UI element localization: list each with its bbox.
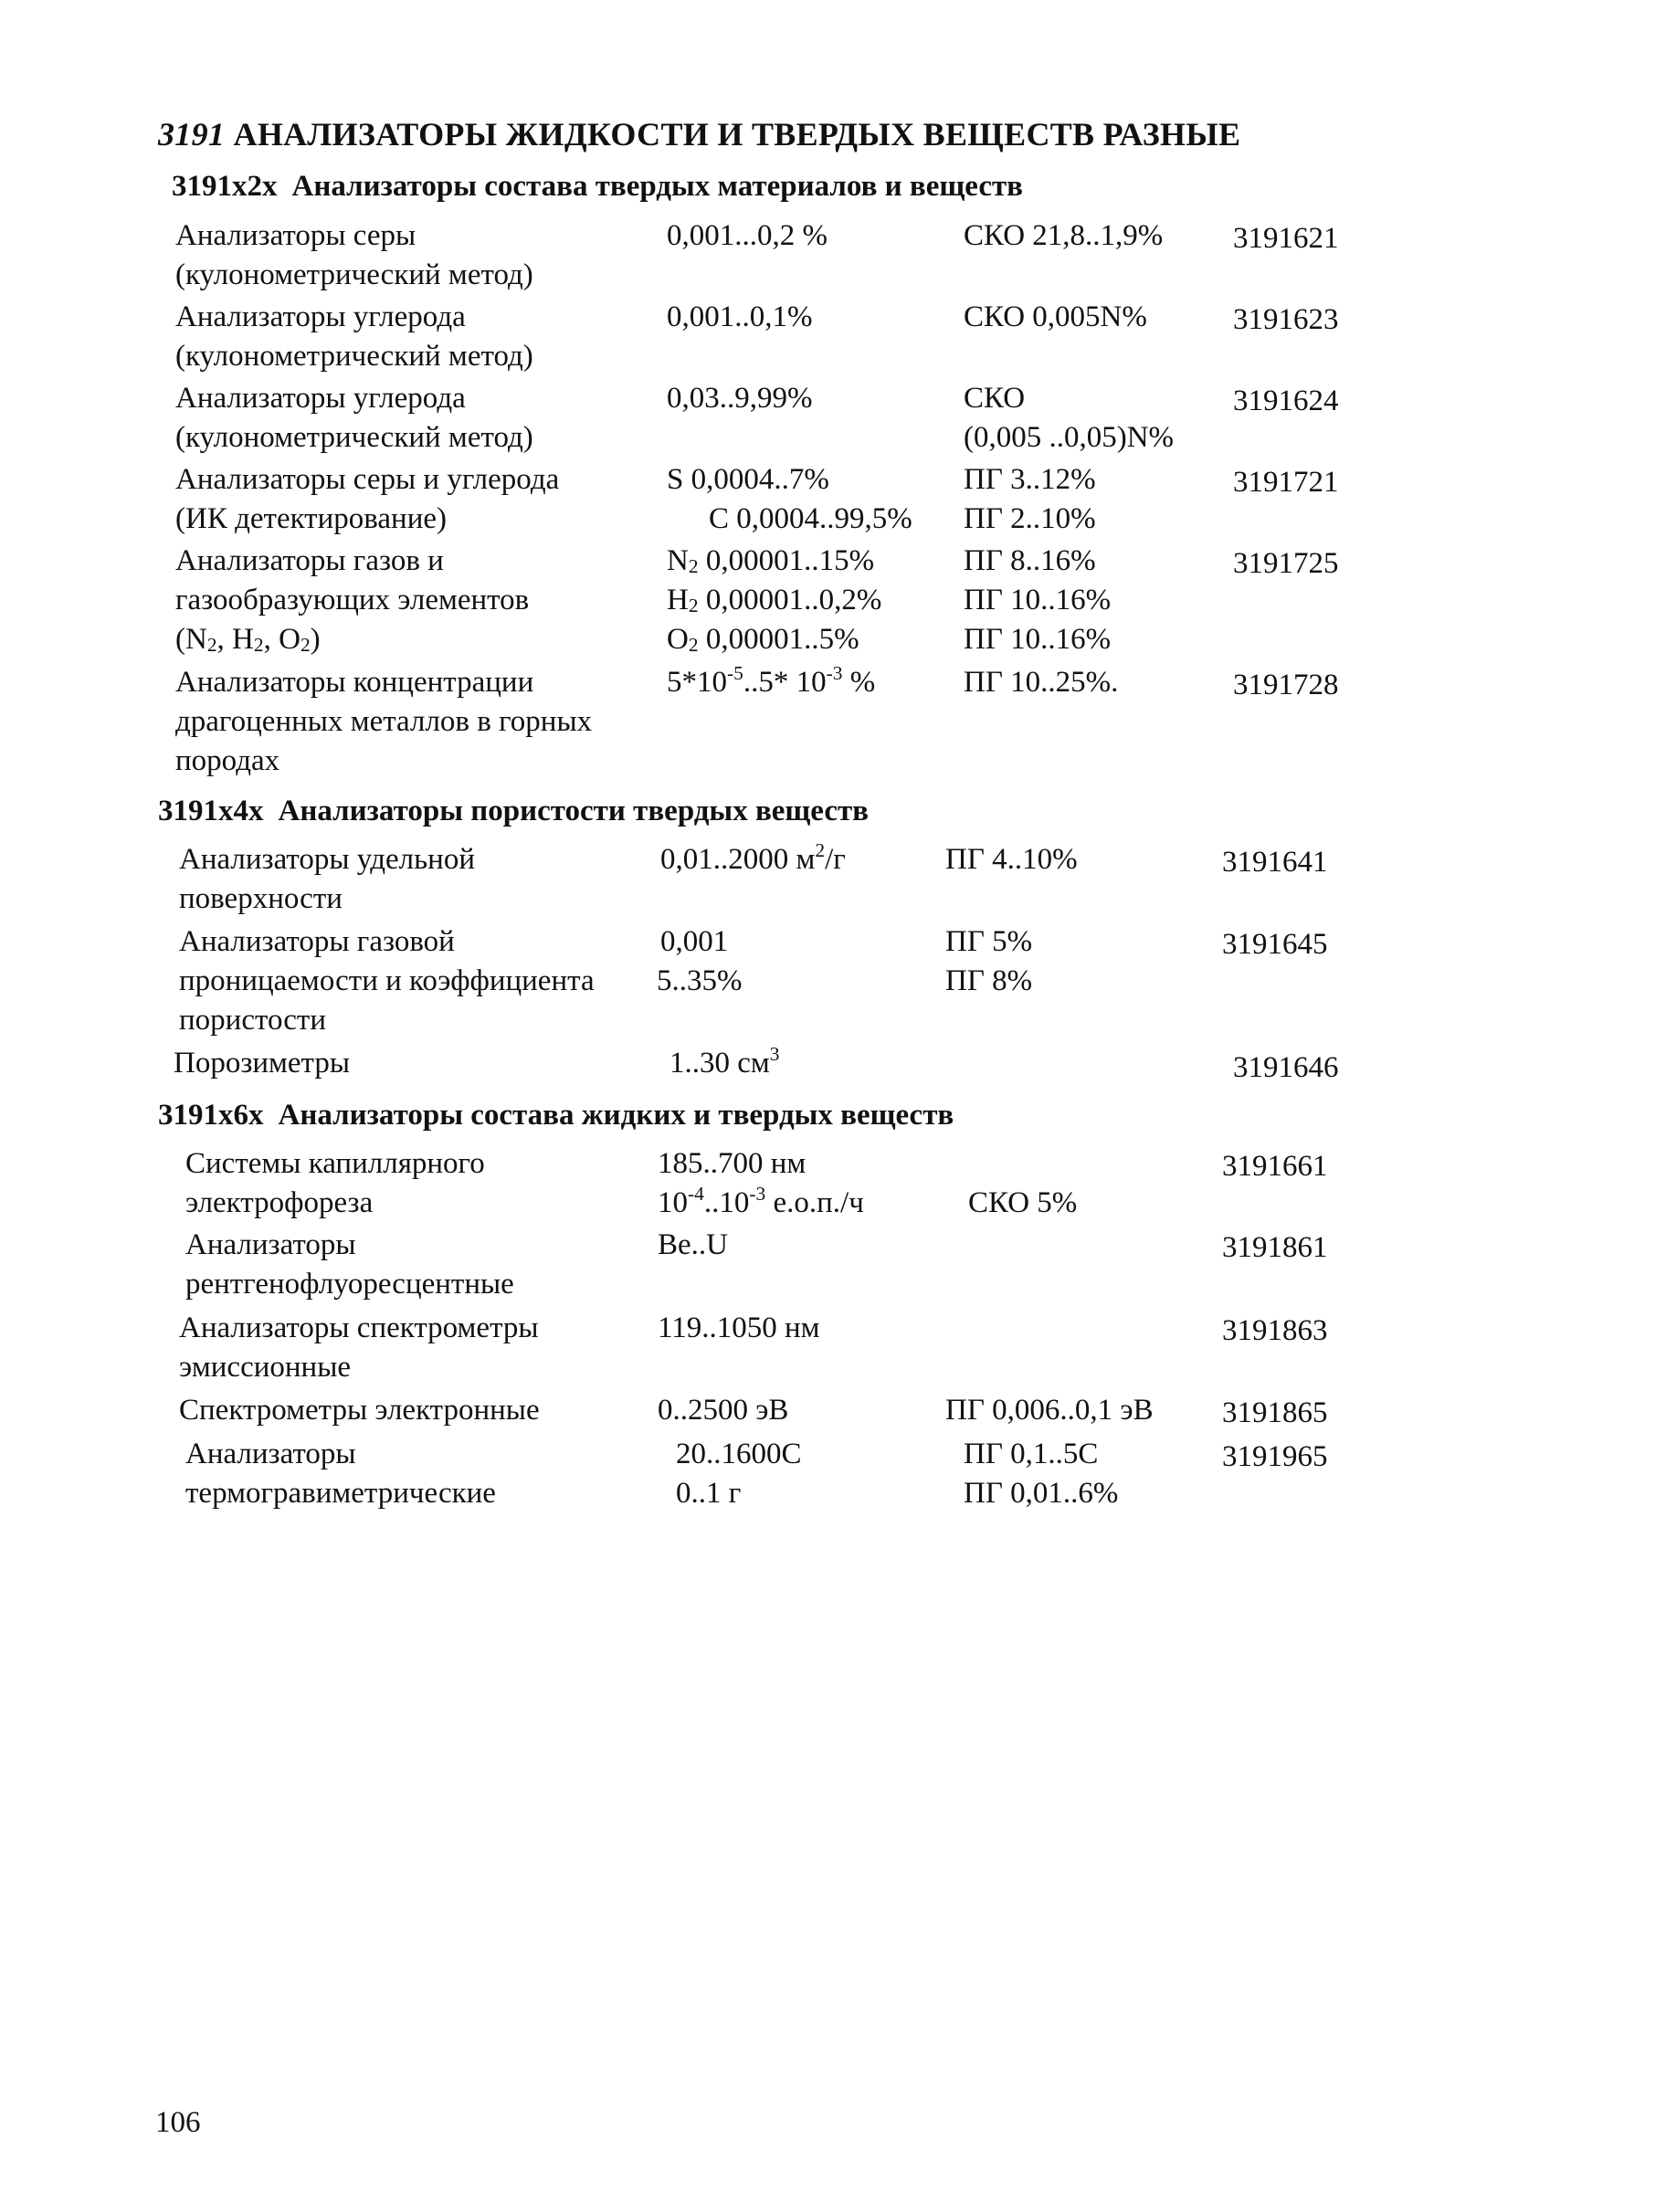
page-number: 106 [155,2106,201,2139]
section-title: Анализаторы состава твердых материалов и веществ [291,170,1023,203]
row-range: 0..2500 эВ [658,1394,789,1427]
row-code: 3191646 [1233,1051,1339,1084]
page-title [158,115,1240,153]
row-name: Анализаторы серы (кулонометрический метод) [175,219,533,291]
row-name: Анализаторы удельной поверхности [179,843,475,915]
row-name: Анализаторы углерода (кулонометрический метод) [175,300,533,373]
row-code: 3191624 [1233,384,1339,417]
row-code: 3191721 [1233,466,1339,499]
row-accuracy: ПГ 3..12% ПГ 2..10% [964,463,1096,535]
row-accuracy: ПГ 5% ПГ 8% [945,925,1033,997]
section-code: 3191x2x [172,170,278,203]
row-accuracy: СКО 0,005N% [964,300,1147,333]
row-range: 1..30 $см^3$ [669,1043,780,1080]
row-range: $5*10^{-5}..5*$ $10^{-3}$ % [667,662,876,699]
title-number: 3191 [158,116,226,153]
row-range: 185..700 нм $10^{-4}..10^{-3}$ е.о.п./ч [658,1147,864,1219]
section-heading [158,1099,954,1132]
row-name: Анализаторы газовой проницаемости и коэффициента пористости [179,925,595,1037]
row-code: 3191623 [1233,303,1339,336]
section-heading [172,170,1023,204]
title-text: АНАЛИЗАТОРЫ ЖИДКОСТИ И ТВЕРДЫХ ВЕЩЕСТВ РАЗНЫЕ [233,116,1241,153]
row-range: $N_2$ 0,00001..15% $H_2$ 0,00001..0,2% $O_2$ 0,00001..5% [667,544,882,657]
row-range: Be..U [658,1228,728,1261]
row-code: 3191863 [1222,1314,1328,1347]
section-heading [158,795,869,828]
row-accuracy: СКО (0,005 ..0,05)N% [964,382,1175,454]
row-accuracy: ПГ 8..16% ПГ 10..16% ПГ 10..16% [964,544,1112,656]
row-code: 3191661 [1222,1150,1328,1183]
row-code: 3191728 [1233,669,1339,701]
row-range: 20..1600С 0..1 г [676,1438,802,1510]
row-name: Анализаторы термогравиметрические [185,1438,496,1510]
row-name: Анализаторы рентгенофлуоресцентные [185,1228,514,1301]
row-range: 119..1050 нм [658,1311,820,1344]
row-range: 0,001 5..35% [657,925,743,997]
row-accuracy: СКО 5% [968,1186,1078,1219]
row-name: Анализаторы концентрации драгоценных металлов в горных породах [175,666,593,777]
section-code: 3191x4x [158,795,264,827]
row-name: Анализаторы углерода (кулонометрический метод) [175,382,533,454]
section-title: Анализаторы пористости твердых веществ [278,795,869,827]
row-name: Анализаторы серы и углерода (ИК детектирование) [175,463,560,535]
row-accuracy: ПГ 0,006..0,1 эВ [945,1394,1154,1427]
row-accuracy: ПГ 4..10% [945,843,1078,876]
row-name: Порозиметры [174,1047,351,1080]
row-code: 3191725 [1233,547,1339,580]
section-code: 3191x6x [158,1099,264,1132]
row-code: 3191621 [1233,222,1339,255]
row-name: Спектрометры электронные [179,1394,540,1427]
row-range: S 0,0004..7% С 0,0004..99,5% [667,463,912,535]
row-name: Системы капиллярного электрофореза [185,1147,485,1219]
row-range: 0,001...0,2 % [667,219,828,252]
row-accuracy: СКО 21,8..1,9% [964,219,1164,252]
row-name: Анализаторы газов и газообразующих элементов ($N_2$, $H_2$, $O_2$) [175,544,530,657]
row-range: 0,01..2000 $м^2/г$ [660,839,846,876]
row-range: 0,03..9,99% [667,382,813,415]
row-range: 0,001..0,1% [667,300,813,333]
row-code: 3191865 [1222,1396,1328,1429]
row-code: 3191861 [1222,1231,1328,1264]
row-code: 3191645 [1222,928,1328,961]
row-name: Анализаторы спектрометры эмиссионные [179,1311,539,1384]
row-code: 3191965 [1222,1440,1328,1473]
row-accuracy: ПГ 0,1..5С ПГ 0,01..6% [964,1438,1119,1510]
row-code: 3191641 [1222,846,1328,879]
section-title: Анализаторы состава жидких и твердых веществ [278,1099,954,1132]
row-accuracy: ПГ 10..25%. [964,666,1119,699]
